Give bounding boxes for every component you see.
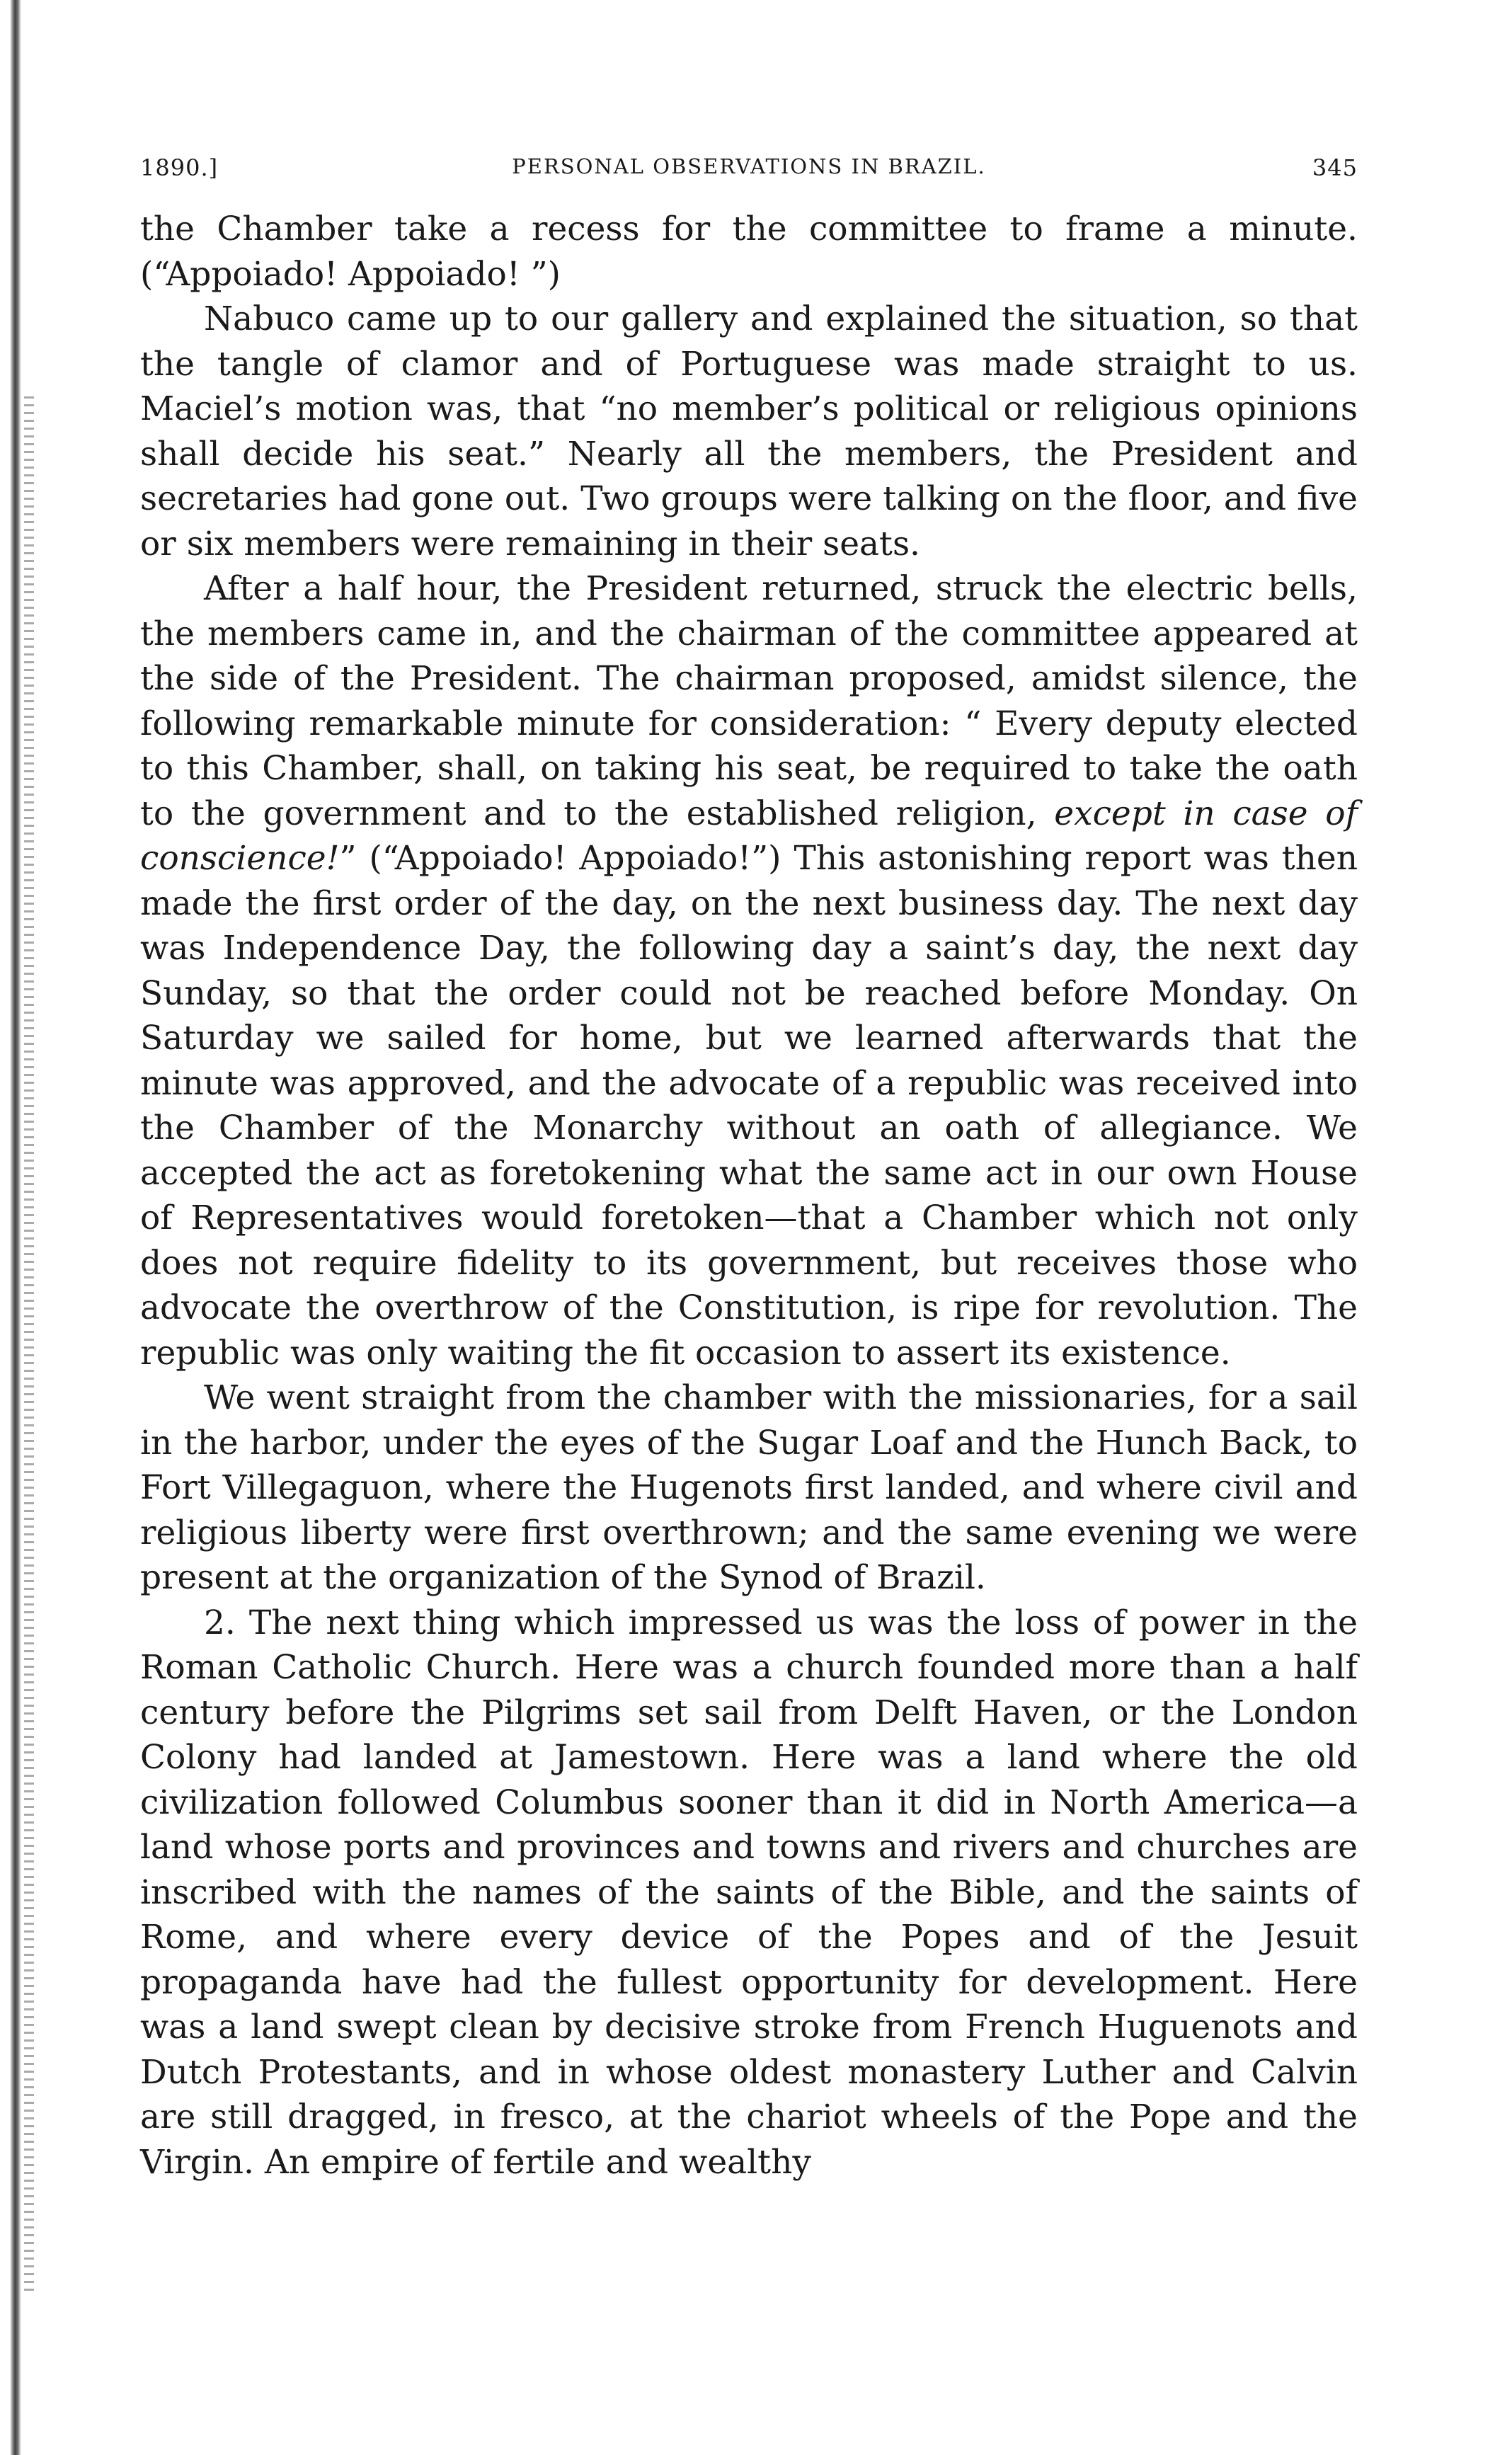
binding-speckle	[24, 396, 34, 2294]
paragraph-1-text: the Chamber take a recess for the committee to frame a minute. (“Appoiado! Appoiado! ”)	[140, 210, 1358, 294]
header-title: PERSONAL OBSERVATIONS IN BRAZIL.	[512, 154, 986, 178]
paragraph-1	[140, 207, 1358, 297]
paragraph-3-emphasis: except in case of conscience!	[140, 794, 1358, 878]
header-year: 1890.]	[140, 154, 219, 181]
body-text	[140, 207, 1358, 2185]
paragraph-4	[140, 1375, 1358, 1601]
paragraph-3-text: After a half hour, the President returned, struck the electric bells, the members came in, and the chairman of the committee appeared at the side of the President. The chairman proposed, amidst silence, the following remarkable minute for consideration: “ Every deputy elected to this Chamber, shall, on taking his seat, be required to take the oath to the government and to the established religion,	[140, 569, 1358, 833]
paragraph-5-text: 2. The next thing which impressed us was the loss of power in the Roman Catholic Church. Here was a church founded more than a half century before the Pilgrims set sail from Delft Haven, or the London Colony had landed at Jamestown. Here was a land where the old civilization followed Columbus sooner than it did in North America—a land whose ports and provinces and towns and rivers and churches are inscribed with the names of the saints of the Bible, and the saints of Rome, and where every device of the Popes and of the Jesuit propaganda have had the fullest opportunity for development. Here was a land swept clean by decisive stroke from French Huguenots and Dutch Protestants, and in whose oldest monastery Luther and Calvin are still dragged, in fresco, at the chariot wheels of the Pope and the Virgin. An empire of fertile and wealthy	[140, 1603, 1358, 2182]
running-header	[140, 154, 1358, 197]
paragraph-3-text-cont: ” (“Appoiado! Appoiado!”) This astonishing report was then made the first order of the day, on the next business day. The next day was Independence Day, the following day a saint’s day, the next day Sunday, so that the order could not be reached before Monday. On Saturday we sailed for home, but we learned afterwards that the minute was approved, and the advocate of a republic was received into the Chamber of the Monarchy without an oath of allegiance. We accepted the act as foretokening what the same act in our own House of Representatives would foretoken—that a Chamber which not only does not require fidelity to its government, but receives those who advocate the overthrow of the Constitution, is ripe for revolution. The republic was only waiting the fit occasion to assert its existence.	[140, 839, 1358, 1373]
page-number: 345	[1312, 154, 1358, 181]
paragraph-5	[140, 1601, 1358, 2185]
paragraph-3	[140, 566, 1358, 1375]
binding-edge	[10, 0, 21, 2455]
paragraph-4-text: We went straight from the chamber with the missionaries, for a sail in the harbor, under the eyes of the Sugar Loaf and the Hunch Back, to Fort Villegaguon, where the Hugenots first landed, and where civil and religious liberty were first overthrown; and the same evening we were present at the organization of the Synod of Brazil.	[140, 1378, 1358, 1597]
paragraph-2	[140, 297, 1358, 566]
paragraph-2-text: Nabuco came up to our gallery and explained the situation, so that the tangle of clamor and of Portuguese was made straight to us. Maciel’s motion was, that “no member’s political or religious opinions shall decide his seat.” Nearly all the members, the President and secretaries had gone out. Two groups were talking on the floor, and five or six members were remaining in their seats.	[140, 299, 1358, 563]
